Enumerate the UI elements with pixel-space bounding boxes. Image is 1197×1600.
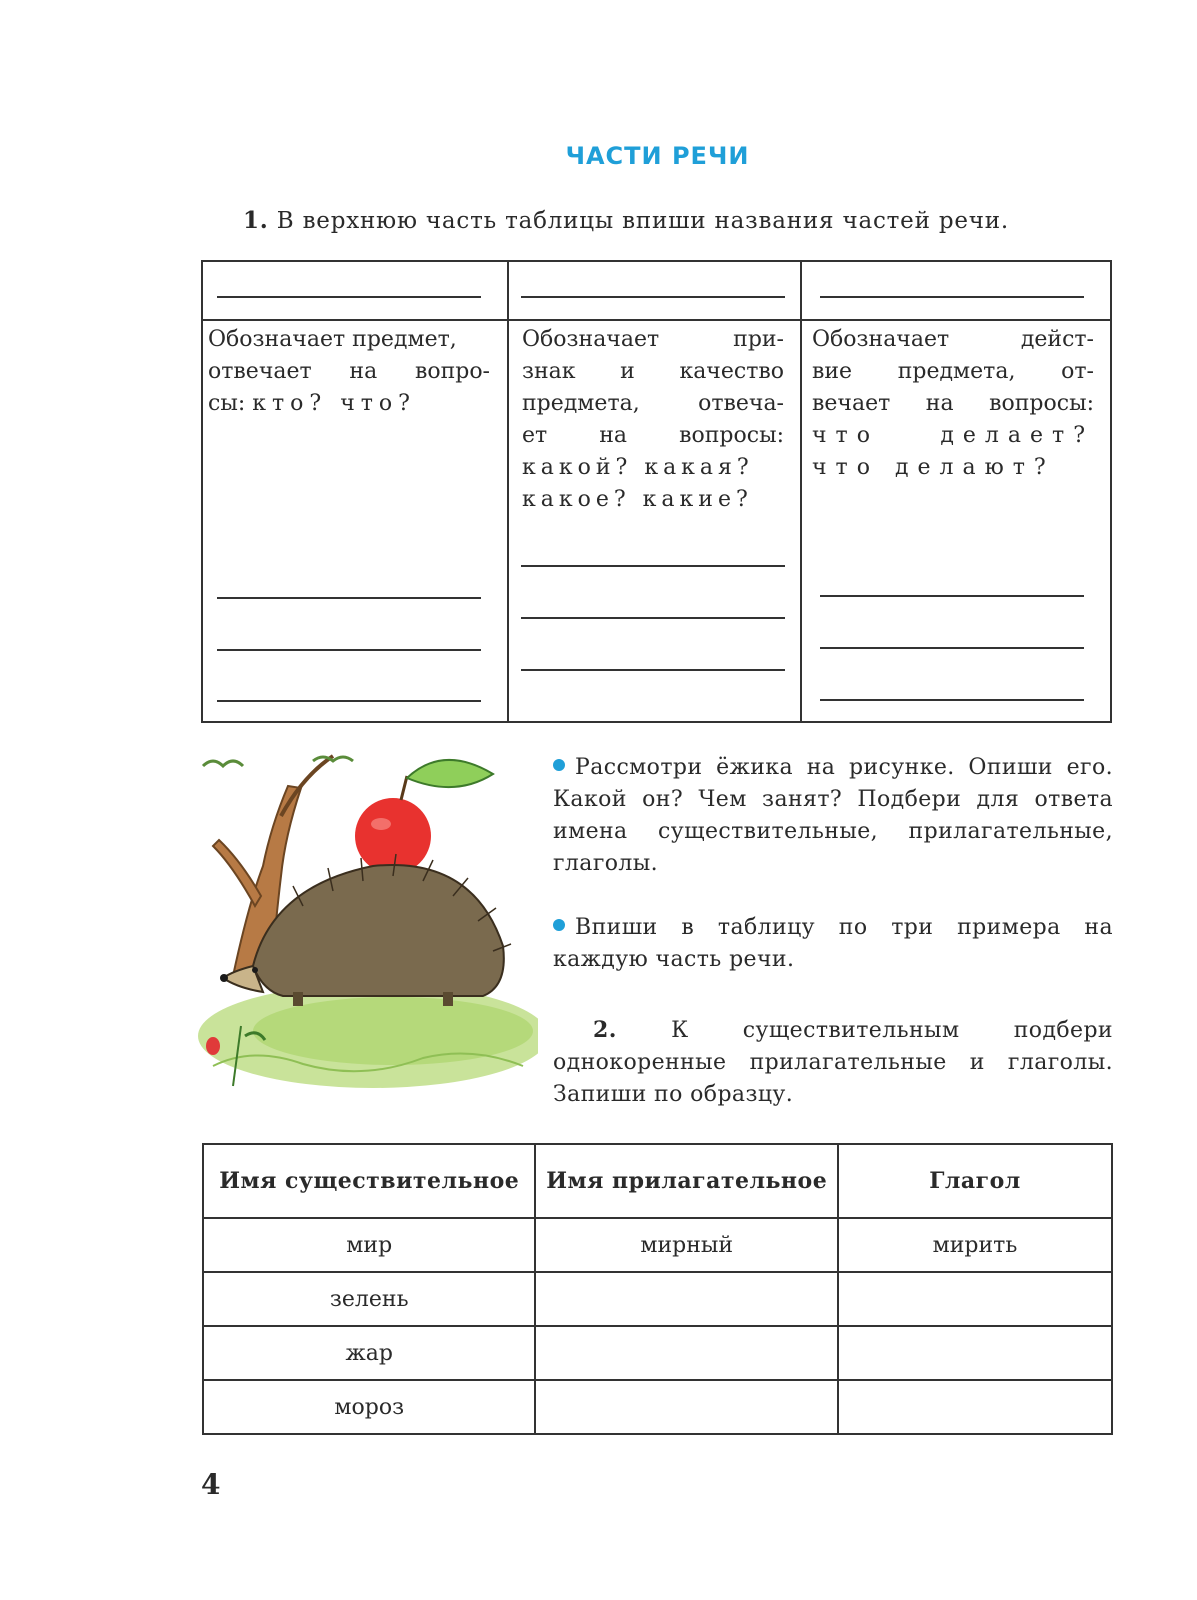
verb-cell[interactable] xyxy=(838,1272,1112,1326)
table-row xyxy=(203,1218,1112,1272)
answer-line[interactable] xyxy=(820,699,1084,701)
noun-cell: зелень xyxy=(203,1272,535,1326)
adjective-cell[interactable] xyxy=(535,1380,838,1434)
header-answer-line[interactable] xyxy=(521,296,785,298)
page-number: 4 xyxy=(201,1468,221,1501)
parts-of-speech-table xyxy=(201,260,1112,723)
task-text: В верхнюю часть таблицы впиши названия частей речи. xyxy=(276,208,1010,234)
table-row xyxy=(203,1326,1112,1380)
column-divider xyxy=(507,262,509,721)
table-row xyxy=(203,1380,1112,1434)
verb-cell[interactable] xyxy=(838,1380,1112,1434)
answer-line[interactable] xyxy=(521,669,785,671)
noun-cell: жар xyxy=(203,1326,535,1380)
answer-line[interactable] xyxy=(820,595,1084,597)
task-1-instruction xyxy=(243,207,1009,234)
word-forms-table xyxy=(202,1143,1113,1435)
verb-cell[interactable] xyxy=(838,1326,1112,1380)
task-text: К существительным подбери однокоренные прилагательные и глаголы. Запиши по образцу. xyxy=(553,1018,1113,1107)
task-2-instruction xyxy=(553,1014,1113,1111)
column-header: Глагол xyxy=(838,1144,1112,1218)
page-title: ЧАСТИ РЕЧИ xyxy=(565,142,750,170)
adjective-cell: мирный xyxy=(535,1218,838,1272)
adjective-cell[interactable] xyxy=(535,1272,838,1326)
header-divider xyxy=(203,319,1110,321)
bullet-item: Рассмотри ёжика на рисунке. Опиши его. Какой он? Чем занят? Подбери для ответа имена существительные, прилагательные, глаголы. xyxy=(553,755,1113,876)
verb-description: Обозначает дейст- вие предмета, от- вечает на вопросы: что делает? что делают? xyxy=(812,327,1094,480)
bullet-item: Впиши в таблицу по три примера на каждую часть речи. xyxy=(553,915,1113,972)
column-header: Имя существительное xyxy=(203,1144,535,1218)
bullet-dot xyxy=(553,919,565,931)
noun-cell: мороз xyxy=(203,1380,535,1434)
answer-line[interactable] xyxy=(820,647,1084,649)
column-header: Имя прилагательное xyxy=(535,1144,838,1218)
table-header-row xyxy=(203,1144,1112,1218)
answer-line[interactable] xyxy=(521,617,785,619)
answer-line[interactable] xyxy=(217,597,481,599)
answer-line[interactable] xyxy=(217,649,481,651)
task-number: 2. xyxy=(593,1017,617,1043)
answer-line[interactable] xyxy=(217,700,481,702)
verb-cell: мирить xyxy=(838,1218,1112,1272)
column-divider xyxy=(800,262,802,721)
header-answer-line[interactable] xyxy=(217,296,481,298)
adjective-description: Обозначает при- знак и качество предмета, отвеча- ет на вопросы: какой? какая? какое? какие? xyxy=(522,327,784,512)
noun-cell: мир xyxy=(203,1218,535,1272)
header-answer-line[interactable] xyxy=(820,296,1084,298)
answer-line[interactable] xyxy=(521,565,785,567)
adjective-cell[interactable] xyxy=(535,1326,838,1380)
bullet-dot xyxy=(553,759,565,771)
noun-description: Обозначает предмет, отвечает на вопро- сы: кто? что? xyxy=(208,327,490,416)
task-number: 1. xyxy=(243,207,269,234)
table-row xyxy=(203,1272,1112,1326)
hedgehog-illustration xyxy=(193,746,538,1106)
